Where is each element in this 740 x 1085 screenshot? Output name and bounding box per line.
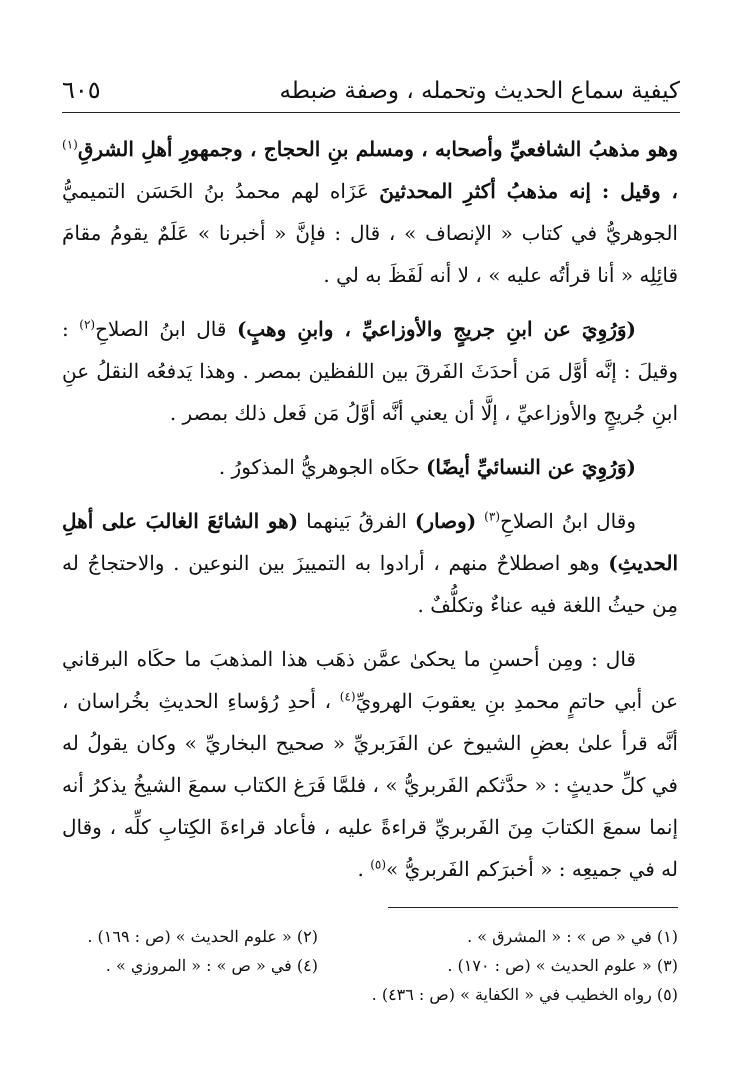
- commentary-text: قال ابنُ الصلاحِ: [95, 317, 227, 341]
- matn-text: (هو الشائعَ الغالبَ على أهلِ الحديثِ): [62, 509, 679, 575]
- footnote-1: (١) في « ص » : « المشرق » .: [467, 927, 678, 946]
- commentary-text: حكَاه الجوهريُّ المذكورُ .: [218, 455, 420, 479]
- commentary-text: وهو اصطلاحٌ منهم ، أرادوا به التمييزَ بين النوعين . والاحتجاجُ له مِن حيثُ اللغة فيه عناءٌ وتكلُّفٌ .: [62, 551, 678, 617]
- footnotes: [62, 922, 678, 1009]
- footnote-ref: (٣): [484, 509, 500, 524]
- footnote-ref: (٤): [339, 689, 356, 704]
- footnote-rule: [388, 907, 678, 908]
- matn-text: (وَرُوِيَ عن ابنِ جريجٍ والأوزاعيِّ ، وابنِ وهبٍ): [236, 317, 637, 341]
- footnote-row: [62, 922, 678, 951]
- footnote-ref: (٢): [79, 317, 96, 332]
- commentary-text: : وقيلَ : إنَّه أوَّل مَن أحدَثَ الفَرقَ بين اللفظين بمصر . وهذا يَدفعُه النقلُ عنِ ابنِ جُريجٍ والأوزاعيِّ ، إلَّا أن يعني أنَّه أوَّلُ مَن فَعل ذلك بمصر .: [62, 317, 678, 425]
- running-header: [62, 70, 680, 104]
- footnote-2: (٢) « علوم الحديث » (ص : ١٦٩) .: [87, 927, 318, 946]
- commentary-text: عَزَاه لهم محمدُ بنُ الحَسَن التميميُّ الجوهريُّ في كتاب « الإنصاف » ، قال : فإنَّ « أخبرنا » عَلَمٌ يقومُ مقامَ قائِلِه « أنا قرأتُه عليه » ، لا أنه لَفَظَ به لي .: [62, 179, 678, 287]
- commentary-text: وقال ابنُ الصلاحِ: [500, 509, 636, 533]
- footnote-ref: (١): [62, 137, 78, 152]
- footnote-4: (٤) في « ص » : « المروزي » .: [105, 956, 318, 975]
- matn-text: (وصار): [414, 509, 477, 533]
- footnote-5: (٥) رواه الخطيب في « الكفاية » (ص : ٤٣٦) .: [371, 985, 678, 1004]
- paragraph-5: [62, 638, 678, 890]
- matn-text: ، وقيل : إنه مذهبُ أكثرِ المحدثينَ: [379, 179, 679, 203]
- page-number: ٦٠٥: [62, 76, 101, 104]
- footnote-row: [62, 980, 678, 1009]
- header-title: كيفية سماع الحديث وتحمله ، وصفة ضبطه: [279, 78, 680, 104]
- header-rule: [62, 112, 680, 113]
- body-text: [62, 128, 678, 902]
- matn-text: وهو مذهبُ الشافعيِّ وأصحابه ، ومسلم بنِ الحجاج ، وجمهورِ أهلِ الشرقِ: [77, 137, 678, 161]
- commentary-text: الفرقُ بَينهما: [306, 509, 407, 533]
- footnote-ref: (٥): [370, 857, 387, 872]
- paragraph-4: [62, 500, 678, 626]
- paragraph-3: [62, 446, 678, 488]
- commentary-text: قال : ومِن أحسنِ ما يحكىٰ عمَّن ذهَب هذا المذهبَ ما حكَاه البرقاني عن أبي حاتمٍ محمدِ بنِ يعقوبَ الهرويِّ: [62, 647, 679, 713]
- commentary-text: .: [357, 857, 364, 881]
- footnote-row: [62, 951, 678, 980]
- footnote-3: (٣) « علوم الحديث » (ص : ١٧٠) .: [447, 956, 678, 975]
- paragraph-2: [62, 308, 678, 434]
- commentary-text: ، أحدِ رُؤساءِ الحديثِ بخُراسان ، أنَّه قرأ علىٰ بعضِ الشيوخ عن الفَرَبريِّ « صحيح البخاريِّ » وكان يقولُ له في كلِّ حديثٍ : « حدَّثكم الفَربريُّ » ، فلمَّا فَرَغ الكتاب سمعَ الشيخُ يذكرُ أنه إنما سمعَ الكتابَ مِنَ الفَربريِّ قراءةً عليه ، فأعاد قراءةَ الكِتابِ كلِّه ، وقال له في جميعِه : « أخبرَكم الفَربريُّ »: [62, 689, 678, 881]
- matn-text: (وَرُوِيَ عن النسائيِّ أيضًا): [425, 455, 636, 479]
- paragraph-1: [62, 128, 678, 296]
